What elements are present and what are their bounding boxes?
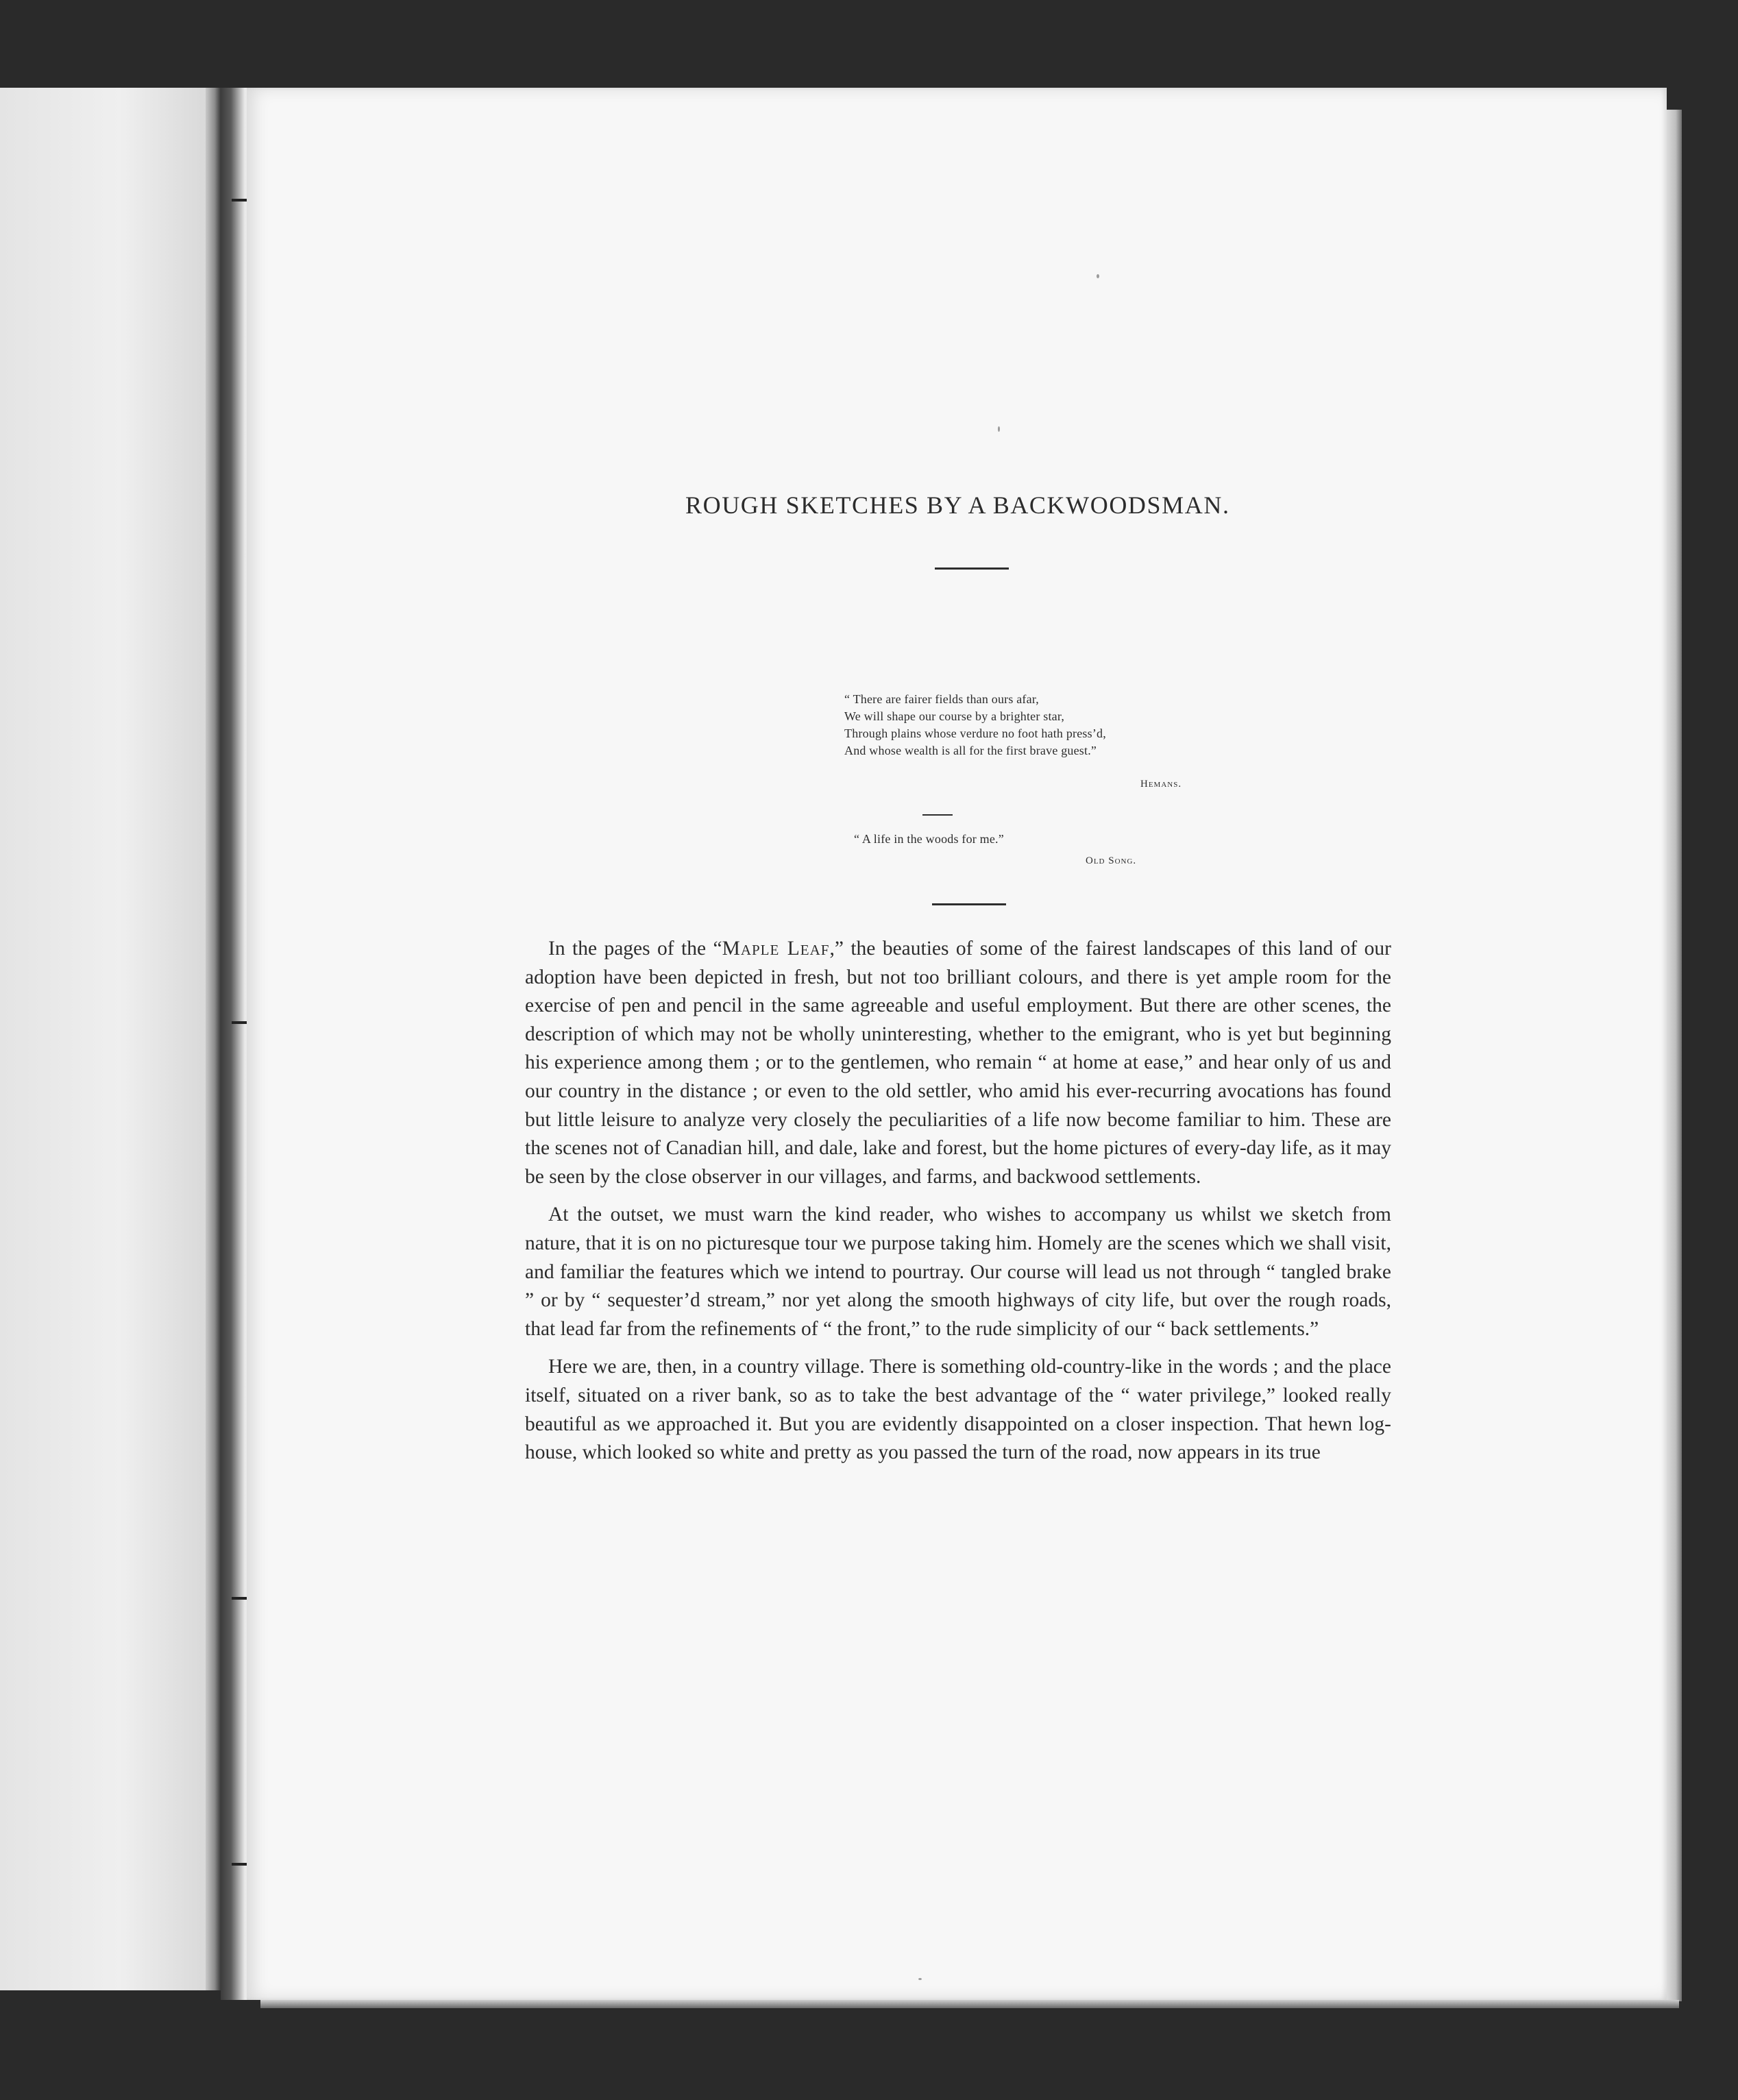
epigraph-line: And whose wealth is all for the first brave guest.”: [844, 744, 1097, 757]
paragraph: At the outset, we must warn the kind reader, who wishes to accompany us whilst we sketch from nature, that it is on no picturesque tour we purpose taking him. Homely are the scenes which we shall visit, and familiar the features which we intend to pourtray. Our course will lead us not through “ tangled brake ” or by “ sequester’d stream,” nor yet along the smooth highways of city life, but over the rough roads, that lead far from the refinements of “ the front,” to the rude simplicity of our “ back settlements.”: [525, 1204, 1391, 1340]
paragraph: [525, 935, 1391, 1191]
epigraph-attribution: Hemans.: [1140, 779, 1182, 790]
body-text: [525, 935, 1391, 1477]
left-facing-page: [0, 88, 218, 1990]
epigraph-line: We will shape our course by a brighter star,: [844, 709, 1065, 723]
page-edge-bottom: [260, 2000, 1679, 2008]
paragraph-text: In the pages of the “: [548, 938, 722, 960]
epigraph-attribution: Old Song.: [1086, 855, 1137, 866]
epigraph-hemans: [844, 691, 1106, 759]
speck: [918, 1978, 922, 1980]
section-rule: [932, 903, 1006, 905]
document-title: ROUGH SKETCHES BY A BACKWOODSMAN.: [685, 491, 1230, 519]
paragraph-text: ,” the beauties of some of the fairest landscapes of this land of our adoption have been depicted in fresh, but not too brilliant colours, and there is yet ample room for the exercise of pen and pencil in the same agreeable and useful employment. But there are other scenes, the description of which may not be wholly uninteresting, whether to the emigrant, who is yet but beginning his experience among them ; or to the gentlemen, who remain “ at home at ease,” and hear only of us and our country in the distance ; or even to the old settler, who amid his ever-recurring avocations has found but little leisure to analyze very closely the peculiarities of a life now become familiar to him. These are the scenes not of Canadian hill, and dale, lake and forest, but the home pictures of every-day life, as it may be seen by the close observer in our villages, and farms, and backwood settlements.: [525, 938, 1391, 1188]
epigraph-old-song: [854, 831, 1004, 848]
title-rule: [935, 567, 1009, 570]
maple-leaf-title: Maple Leaf: [722, 938, 830, 960]
epigraph-line: Through plains whose verdure no foot hath press’d,: [844, 727, 1106, 740]
epigraph-divider: [922, 814, 953, 816]
page-edge-right: [1667, 110, 1682, 2001]
speck: [998, 426, 1000, 432]
page-content: [247, 88, 1667, 2000]
paragraph: Here we are, then, in a country village. There is something old-country-like in the words ; and the place itself, situated on a river bank, so as to take the best advantage of the “ water privilege,” looked really beautiful as we approached it. But you are evidently disappointed on a closer inspection. That hewn log-house, which looked so white and pretty as you passed the turn of the road, now appears in its true: [525, 1356, 1391, 1464]
left-page-edge: [206, 88, 221, 1990]
main-page: [247, 88, 1667, 2000]
speck: [1097, 274, 1099, 278]
epigraph-line: “ A life in the woods for me.”: [854, 832, 1004, 846]
epigraph-line: “ There are fairer fields than ours afar,: [844, 692, 1039, 706]
